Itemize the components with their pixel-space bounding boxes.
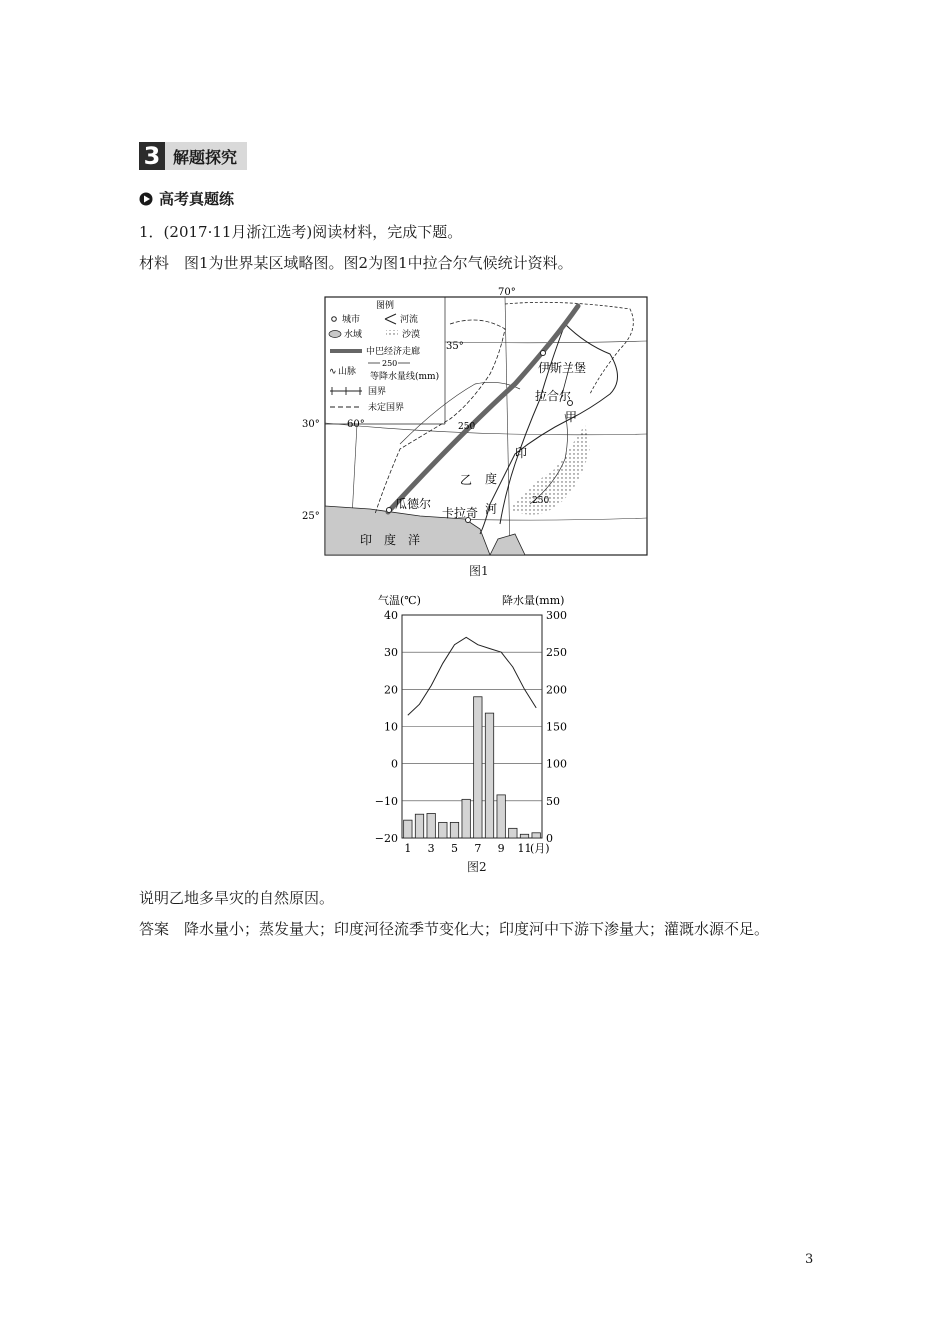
- left-tick-label: 0: [391, 757, 398, 771]
- play-icon: [139, 192, 153, 206]
- svg-text:水域: 水域: [344, 330, 363, 340]
- precipitation-bar: [509, 828, 517, 838]
- label-karachi: 卡拉奇: [442, 506, 479, 520]
- right-tick-label: 200: [546, 683, 567, 697]
- x-tick-label: 1: [404, 842, 412, 855]
- section-header: [139, 142, 247, 170]
- precipitation-bar: [497, 795, 505, 838]
- temperature-line: [408, 637, 536, 715]
- label-indus-3: 河: [485, 502, 498, 516]
- answer-text: 答案 降水量小；蒸发量大；印度河径流季节变化大；印度河中下游下渗量大；灌溉水源不足。: [139, 920, 770, 938]
- label-isohyet-b: 250: [532, 496, 550, 506]
- right-tick-label: 50: [546, 794, 560, 808]
- x-tick-label: 3: [427, 842, 435, 855]
- precipitation-bar: [404, 820, 412, 838]
- svg-text:国界: 国界: [368, 387, 387, 397]
- x-tick-label: 5: [451, 842, 458, 855]
- lon-60-label: 60°: [347, 419, 365, 430]
- label-indus-1: 印: [515, 446, 528, 460]
- left-tick-label: 40: [384, 609, 398, 622]
- left-tick-label: −20: [374, 832, 398, 845]
- page-number: 3: [805, 1252, 814, 1267]
- precipitation-bar: [485, 713, 493, 838]
- right-tick-label: 0: [546, 832, 553, 845]
- region-map: [300, 284, 660, 584]
- label-indus-2: 度: [485, 472, 498, 486]
- svg-text:250: 250: [382, 359, 398, 368]
- city-icon: [332, 317, 337, 322]
- precipitation-bar: [532, 833, 540, 838]
- right-tick-label: 150: [546, 720, 567, 734]
- lon-70-label: 70°: [498, 287, 516, 298]
- section-number: 3: [139, 142, 165, 170]
- label-yi: 乙: [460, 473, 473, 487]
- left-tick-label: 20: [384, 683, 398, 697]
- svg-text:等降水量线(mm): 等降水量线(mm): [370, 372, 440, 382]
- mountain-icon: ∿: [329, 367, 337, 377]
- label-lahore: 拉合尔: [535, 389, 572, 403]
- lat-25-label: 25°: [302, 511, 320, 522]
- subsection-title: 高考真题练: [159, 190, 235, 208]
- precipitation-bar: [520, 834, 528, 838]
- precipitation-bar: [474, 697, 482, 838]
- section-title: 解题探究: [165, 142, 247, 170]
- precipitation-bar: [439, 822, 447, 838]
- climate-chart: [370, 590, 585, 860]
- x-tick-label: 7: [474, 842, 482, 855]
- svg-text:山脉: 山脉: [338, 367, 357, 377]
- chart-caption: 图2: [467, 860, 487, 874]
- legend-title: 图例: [375, 301, 395, 311]
- map-caption: 图1: [469, 564, 489, 578]
- left-axis-title: 气温(℃): [378, 594, 421, 607]
- right-tick-label: 300: [546, 609, 567, 622]
- left-tick-label: 10: [384, 720, 398, 734]
- precipitation-bar: [450, 822, 458, 838]
- x-tick-label: 9: [497, 842, 505, 855]
- label-islamabad: 伊斯兰堡: [538, 361, 587, 375]
- label-indian-ocean: 印 度 洋: [360, 533, 421, 547]
- svg-text:河流: 河流: [400, 315, 419, 325]
- lat-30-label: 30°: [302, 419, 320, 430]
- label-isohyet-a: 250: [458, 422, 476, 432]
- city-gwadar: [387, 508, 392, 513]
- right-tick-label: 100: [546, 757, 567, 771]
- material-text: 材料 图1为世界某区域略图。图2为图1中拉合尔气候统计资料。: [139, 254, 573, 272]
- svg-text:沙漠: 沙漠: [402, 330, 421, 340]
- x-axis-unit: (月): [530, 842, 550, 855]
- desert-icon: [386, 330, 398, 337]
- city-islamabad: [541, 351, 546, 356]
- question-prompt: 说明乙地多旱灾的自然原因。: [139, 889, 335, 907]
- lat-35-label: 35°: [446, 341, 464, 352]
- question-intro: 1．(2017·11月浙江选考)阅读材料，完成下题。: [139, 223, 463, 241]
- x-tick-label: 11: [517, 842, 532, 855]
- right-axis-title: 降水量(mm): [502, 594, 565, 607]
- svg-text:未定国界: 未定国界: [368, 403, 405, 413]
- svg-text:中巴经济走廊: 中巴经济走廊: [366, 347, 421, 357]
- svg-text:城市: 城市: [342, 315, 361, 325]
- left-tick-label: −10: [374, 794, 398, 808]
- precipitation-bar: [415, 814, 423, 838]
- water-icon: [329, 331, 341, 338]
- label-jia: 甲: [565, 410, 578, 424]
- subsection-header: [139, 188, 234, 209]
- right-tick-label: 250: [546, 646, 567, 660]
- precipitation-bar: [462, 799, 470, 838]
- label-gwadar: 瓜德尔: [395, 497, 432, 511]
- precipitation-bar: [427, 813, 435, 838]
- left-tick-label: 30: [384, 646, 398, 660]
